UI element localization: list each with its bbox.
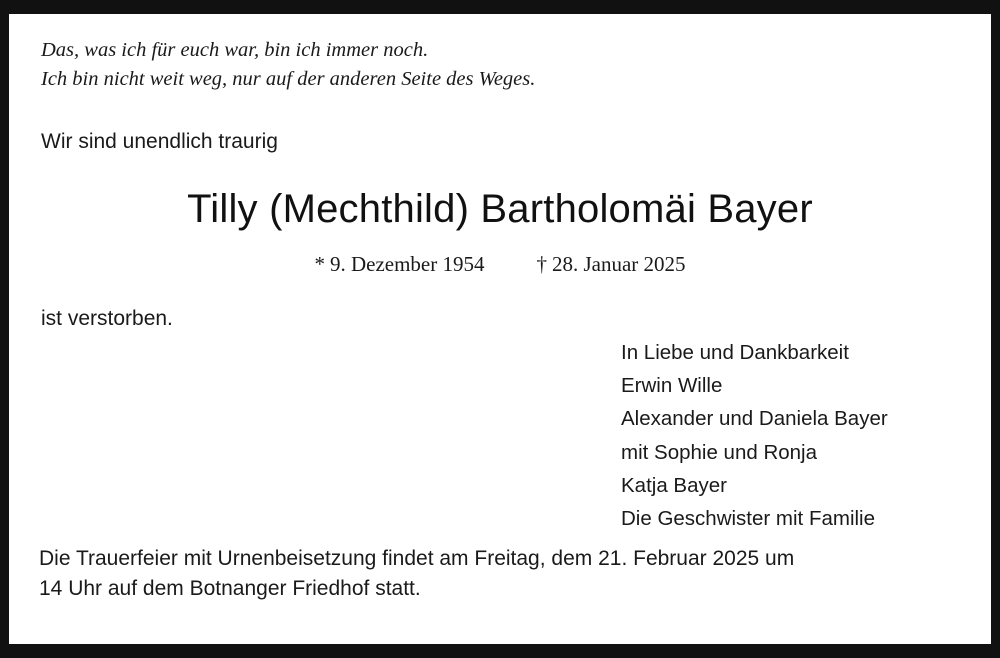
mourners-line: Alexander und Daniela Bayer — [621, 407, 888, 431]
ceremony-details — [39, 544, 961, 605]
deceased-name: Tilly (Mechthild) Bartholomäi Bayer — [187, 186, 813, 231]
mourners-line: Erwin Wille — [621, 374, 723, 398]
intro-text: Wir sind unendlich traurig — [41, 130, 278, 154]
mourners-line: Katja Bayer — [621, 473, 727, 497]
birth-date-value: 9. Dezember 1954 — [329, 251, 485, 276]
motto-block — [41, 36, 961, 94]
mourners-line: Die Geschwister mit Familie — [621, 507, 876, 531]
motto-line-2: Ich bin nicht weit weg, nur auf der anderen Seite des Weges. — [41, 68, 536, 91]
mourners-line: mit Sophie und Ronja — [621, 440, 818, 464]
death-date-value: 28. Januar 2025 — [551, 251, 686, 276]
ceremony-line-2: 14 Uhr auf dem Botnanger Friedhof statt. — [39, 577, 421, 601]
death-date — [536, 252, 685, 277]
mourners-line: In Liebe und Dankbarkeit — [621, 341, 849, 364]
mourners-block — [621, 336, 888, 535]
deceased-statement: ist verstorben. — [41, 306, 173, 330]
birth-date — [314, 252, 484, 277]
obituary-content — [9, 14, 991, 644]
cross-symbol-icon: † — [536, 251, 547, 276]
motto-line-1: Das, was ich für euch war, bin ich immer noch. — [41, 39, 429, 61]
life-dates — [39, 252, 961, 277]
birth-symbol-icon: * — [314, 251, 325, 276]
ceremony-line-1: Die Trauerfeier mit Urnenbeisetzung findet am Freitag, dem 21. Februar 2025 um — [39, 547, 795, 570]
